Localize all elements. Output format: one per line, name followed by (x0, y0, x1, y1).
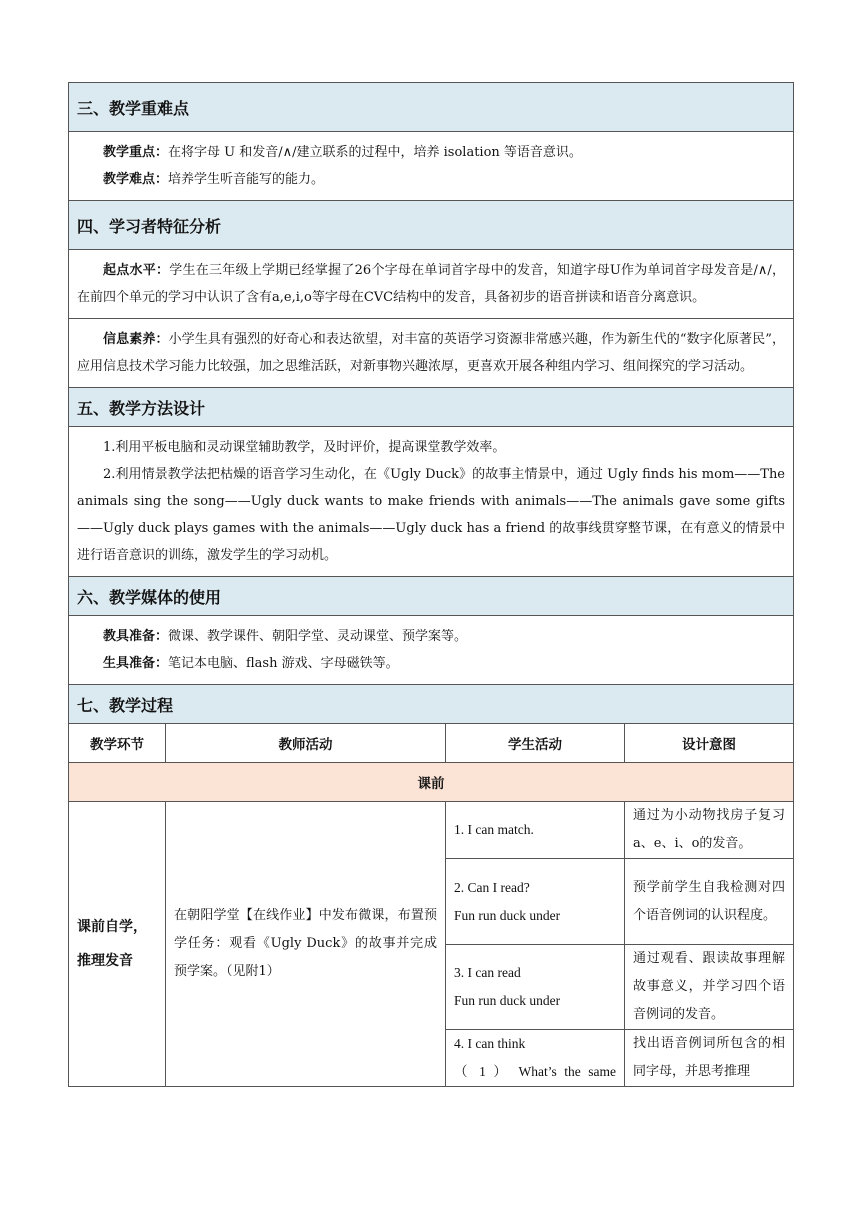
student-prep-label: 生具准备： (103, 656, 169, 671)
section-title-key-points: 三、教学重难点 (69, 83, 794, 132)
student-activity-3-line-2: Fun run duck under (454, 993, 561, 1008)
teacher-prep-label: 教具准备： (103, 629, 169, 644)
student-activity-2-line-2: Fun run duck under (454, 907, 561, 923)
teaching-media (69, 616, 794, 685)
student-activity-1 (446, 802, 625, 859)
student-prep-text: 笔记本电脑、flash 游戏、字母磁铁等。 (168, 656, 399, 671)
difficult-point-label: 教学难点： (103, 172, 169, 187)
stage-cell: 课前自学，推理发音 (69, 802, 166, 1087)
student-activity-4-line-2: （ 1 ） What’s the same (454, 1064, 616, 1079)
student-activity-4 (446, 1030, 625, 1087)
method-2: 2.利用情景教学法把枯燥的语音学习生动化，在《Ugly Duck》的故事主情景中，通过 Ugly finds his mom——The animals sing the song——Ugly duck wants to make friends with animals——The animals gave some gifts——Ugly duck plays games with the animals——Ugly duck has a friend 的故事线贯穿整节课，在有意义的情景中进行语音意识的训练，激发学生的学习动机。 (77, 467, 786, 563)
information-literacy-text: 小学生具有强烈的好奇心和表达欲望，对丰富的英语学习资源非常感兴趣，作为新生代的“数字化原著民”，应用信息技术学习能力比较强，加之思维活跃，对新事物兴趣浓厚，更喜欢开展各种组内学习、组间探究的学习活动。 (77, 332, 786, 374)
student-activity-3-line-1: 3. I can read (454, 965, 521, 980)
design-intent-4-text: 找出语音例词所包含的相同字母，并思考推理 (633, 1036, 786, 1079)
phase-pre-class: 课前 (69, 763, 794, 802)
student-activity-4-line-1: 4. I can think (454, 1036, 526, 1051)
header-teacher-activity: 教师活动 (166, 724, 446, 763)
key-difficult-points (69, 132, 794, 201)
student-activity-1-line-1: 1. I can match. (454, 822, 534, 837)
design-intent-2: 预学前学生自我检测对四个语音例词的认识程度。 (625, 859, 794, 945)
student-activity-3 (446, 945, 625, 1030)
key-point-label: 教学重点： (103, 145, 169, 160)
starting-level (69, 250, 794, 319)
teacher-activity: 在朝阳学堂【在线作业】中发布微课，布置预学任务：观看《Ugly Duck》的故事并完成预学案。（见附1） (166, 802, 446, 1087)
starting-level-label: 起点水平： (103, 263, 170, 278)
student-activity-2 (446, 859, 625, 945)
method-1: 1.利用平板电脑和灵动课堂辅助教学，及时评价，提高课堂教学效率。 (103, 440, 506, 455)
starting-level-text: 学生在三年级上学期已经掌握了26个字母在单词首字母中的发音，知道字母U作为单词首字母发音是/∧/，在前四个单元的学习中认识了含有a,e,i,o等字母在CVC结构中的发音，具备初步的语音拼读和语音分离意识。 (77, 263, 786, 305)
header-student-activity: 学生活动 (446, 724, 625, 763)
design-intent-1: 通过为小动物找房子复习a、e、i、o的发音。 (625, 802, 794, 859)
section-title-teaching-media: 六、教学媒体的使用 (69, 577, 794, 616)
key-point-text: 在将字母 U 和发音/∧/建立联系的过程中，培养 isolation 等语音意识。 (168, 145, 582, 160)
teaching-methods (69, 427, 794, 577)
header-stage: 教学环节 (69, 724, 166, 763)
teacher-prep-text: 微课、教学课件、朝阳学堂、灵动课堂、预学案等。 (168, 629, 468, 644)
difficult-point-text: 培养学生听音能写的能力。 (168, 172, 325, 187)
section-title-teaching-process: 七、教学过程 (69, 685, 794, 724)
information-literacy-label: 信息素养： (103, 332, 169, 347)
lesson-plan (68, 82, 793, 1087)
section-title-learner-analysis: 四、学习者特征分析 (69, 201, 794, 250)
header-design-intent: 设计意图 (625, 724, 794, 763)
design-intent-4 (625, 1030, 794, 1087)
section-title-teaching-methods: 五、教学方法设计 (69, 388, 794, 427)
lesson-plan-table (68, 82, 794, 1087)
information-literacy (69, 319, 794, 388)
design-intent-3: 通过观看、跟读故事理解故事意义，并学习四个语音例词的发音。 (625, 945, 794, 1030)
student-activity-2-line-1: 2. Can I read? (454, 879, 530, 895)
